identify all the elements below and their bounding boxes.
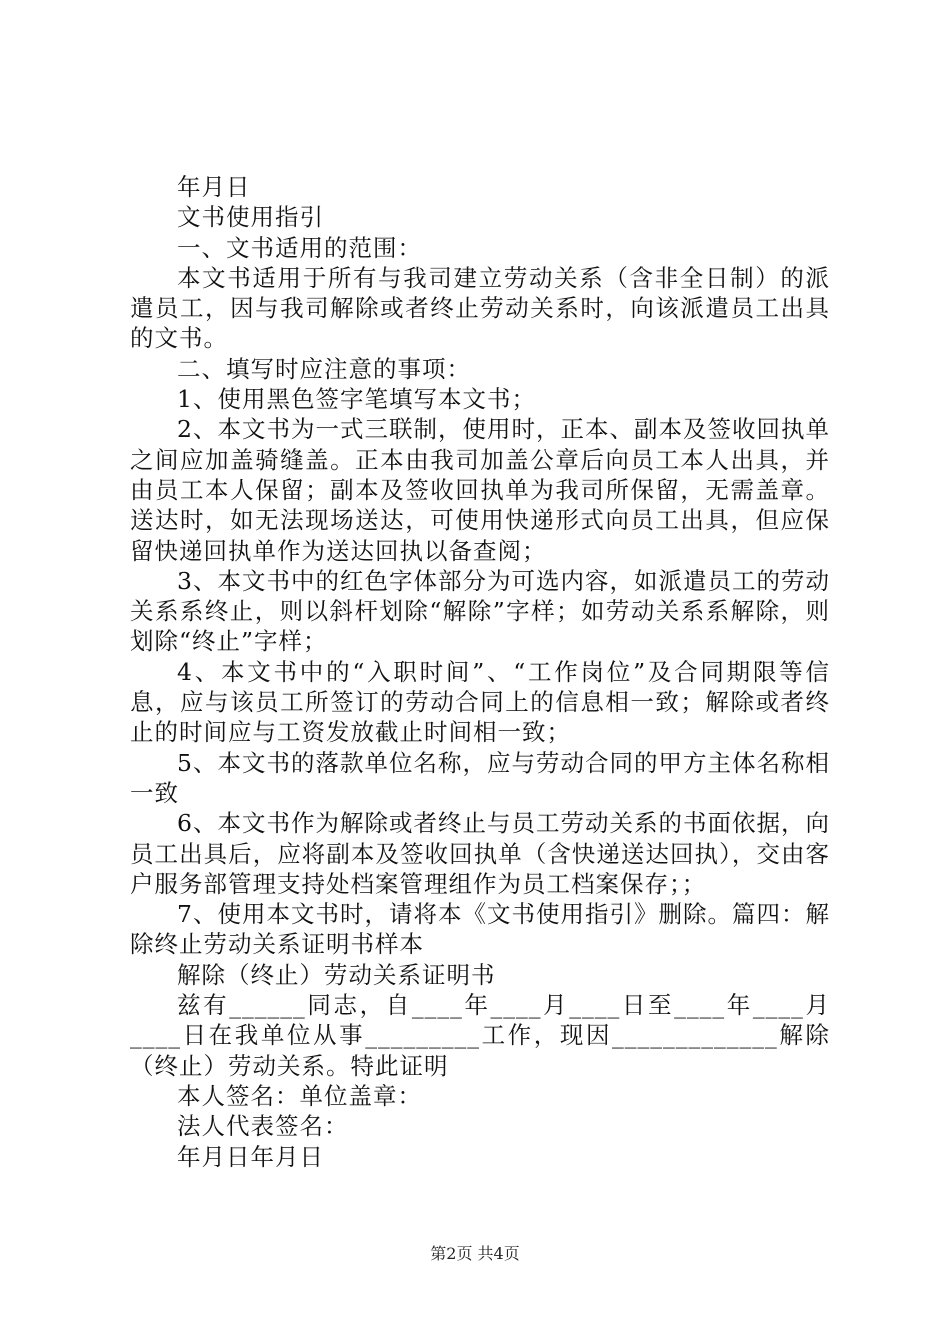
certificate-body: 兹有______同志，自____年____月____日至____年____月____日在我单位从事_________工作，现因_____________解除（终止）劳动关系。特此证明 [130,991,830,1080]
document-body [130,172,830,1172]
note-item-3: 3、本文书中的红色字体部分为可选内容，如派遣员工的劳动关系系终止，则以斜杆划除“解除”字样；如劳动关系系解除，则划除“终止”字样； [130,566,830,656]
date-line: 年月日 [177,173,251,201]
page-indicator: 第2页 共4页 [430,1244,520,1263]
guide-title: 文书使用指引 [177,203,324,232]
page-footer [0,1241,950,1264]
note-item-5: 5、本文书的落款单位名称，应与劳动合同的甲方主体名称相一致 [130,748,830,807]
note-item-4: 4、本文书中的“入职时间”、“工作岗位”及合同期限等信息，应与该员工所签订的劳动合同上的信息相一致；解除或者终止的时间应与工资发放截止时间相一致； [130,657,830,747]
signature-line: 本人签名：单位盖章： [177,1081,422,1110]
certificate-title: 解除（终止）劳动关系证明书 [177,960,496,989]
note-item-2: 2、本文书为一式三联制，使用时，正本、副本及签收回执单之间应加盖骑缝盖。正本由我司加盖公章后向员工本人出具，并由员工本人保留；副本及签收回执单为我司所保留，无需盖章。送达时，如无法现场送达，可使用快递形式向员工出具，但应保留快递回执单作为送达回执以备查阅； [130,415,830,565]
legal-rep-signature-line: 法人代表签名： [177,1112,349,1141]
note-item-7: 7、使用本文书时，请将本《文书使用指引》删除。篇四：解除终止劳动关系证明书样本 [130,900,830,959]
section-heading-scope: 一、文书适用的范围： [177,233,422,262]
closing-date-line: 年月日年月日 [177,1142,324,1171]
note-item-6: 6、本文书作为解除或者终止与员工劳动关系的书面依据，向员工出具后，应将副本及签收回执单（含快递送达回执），交由客户服务部管理支持处档案管理组作为员工档案保存；； [130,809,830,898]
note-item-1: 1、使用黑色签字笔填写本文书； [177,385,536,414]
section-heading-notes: 二、填写时应注意的事项： [177,354,471,383]
paragraph-scope: 本文书适用于所有与我司建立劳动关系（含非全日制）的派遣员工，因与我司解除或者终止劳动关系时，向该派遣员工出具的文书。 [130,263,830,353]
